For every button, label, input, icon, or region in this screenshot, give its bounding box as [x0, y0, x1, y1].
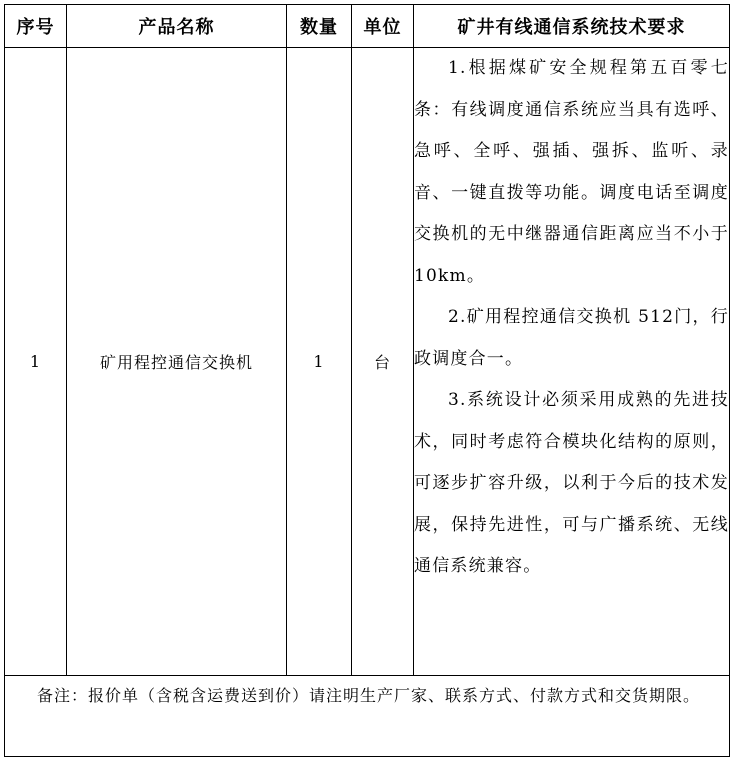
- requirement-item-3: 3.系统设计必须采用成熟的先进技术，同时考虑符合模块化结构的原则，可逐步扩容升级，以利于今后的技术发展，保持先进性，可与广播系统、无线通信系统兼容。: [414, 390, 729, 576]
- cell-requirements: [414, 48, 730, 676]
- header-row: [5, 5, 730, 48]
- header-product-name: 产品名称: [67, 5, 287, 48]
- note-text: 备注：报价单（含税含运费送到价）请注明生产厂家、联系方式、付款方式和交货期限。: [37, 686, 701, 705]
- header-unit: 单位: [352, 5, 414, 48]
- header-seq: 序号: [5, 5, 67, 48]
- header-requirements: 矿井有线通信系统技术要求: [414, 5, 730, 48]
- note-cell: [5, 676, 730, 757]
- requirement-item-1: 1.根据煤矿安全规程第五百零七条：有线调度通信系统应当具有选呼、急呼、全呼、强插、强拆、监听、录音、一键直拨等功能。调度电话至调度交换机的无中继器通信距离应当不小于10km。: [414, 58, 729, 286]
- note-row: [5, 676, 730, 757]
- cell-seq: 1: [5, 48, 67, 676]
- cell-product-name: 矿用程控通信交换机: [67, 48, 287, 676]
- requirements-table: [4, 4, 730, 757]
- requirement-item-2: 2.矿用程控通信交换机 512门，行政调度合一。: [414, 307, 729, 369]
- table-row: [5, 48, 730, 676]
- cell-unit: 台: [352, 48, 414, 676]
- cell-quantity: 1: [287, 48, 352, 676]
- header-quantity: 数量: [287, 5, 352, 48]
